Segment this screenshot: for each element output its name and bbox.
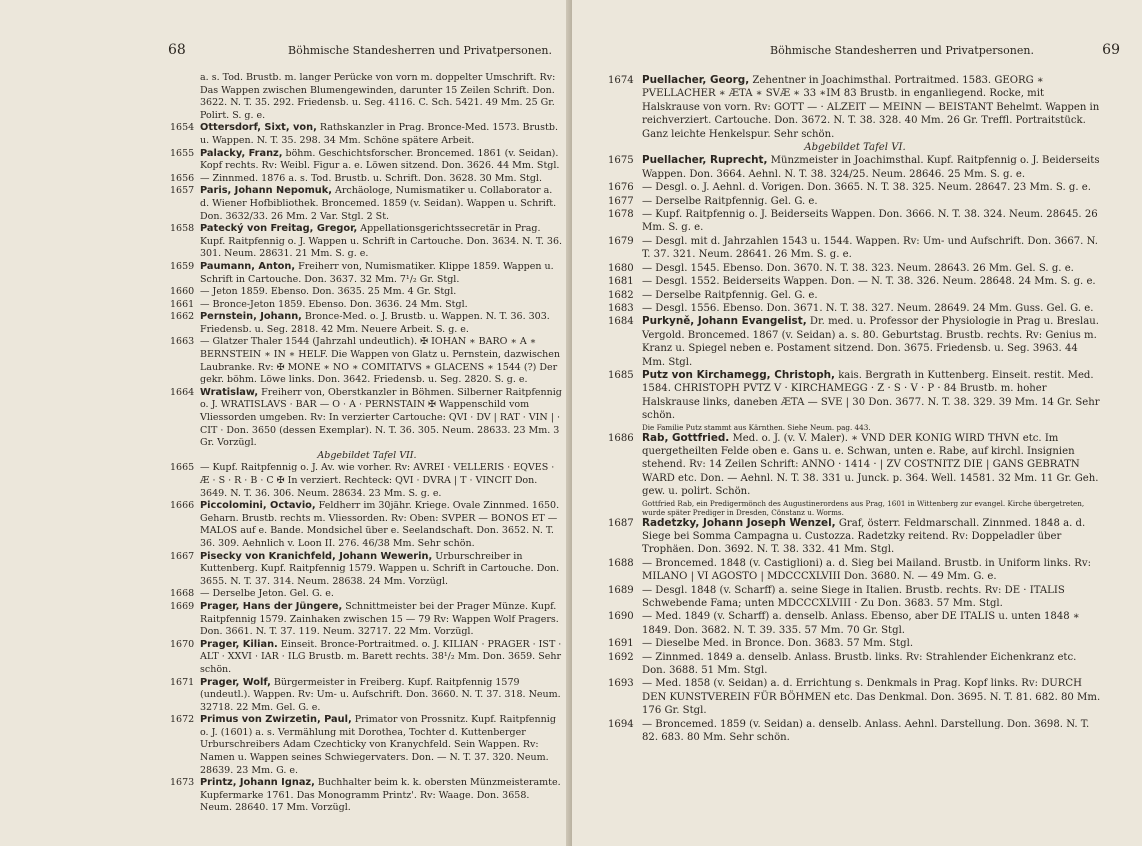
entry-name: Radetzky, Johann Joseph Wenzel, (642, 516, 836, 529)
entry-number: 1658 (170, 223, 195, 235)
entry-description: kais. Bergrath in Kuttenberg. Einseit. restit. Med. 1584. CHRISTOPH PVTZ V · KIRCHAMEGG · Z · S · V · P · 84 Brustb. m. hoher Halskrause links, daneben ÆTA — SVE | 30 Don. 3677. N. T. 38. 329. 39 Mm. 14 Gr. Sehr schön. (642, 369, 1100, 422)
catalog-entry (608, 557, 1102, 584)
right-page-number: 69 (1102, 42, 1120, 58)
entry-number: 1681 (608, 276, 634, 288)
entry-name: Patecký von Freitag, Gregor, (200, 223, 358, 235)
catalog-entry (170, 72, 564, 122)
catalog-entry (608, 584, 1102, 611)
entry-description: — Zinnmed. 1849 a. denselb. Anlass. Brustb. links. Rv: Strahlender Eichenkranz etc. Don. 3688. 51 Mm. Stgl. (642, 651, 1077, 677)
entry-description: Zehentner in Joachimsthal. Portraitmed. 1583. GEORG ∗ PVELLACHER ∗ ÆTA ∗ SVÆ ∗ 33 ∗IM 83 Brustb. in enganliegend. Rocke, mit Halskrause von vorn. Rv: GOTT — · ALZEIT — MEINN — BEISTANT Behelmt. Wappen in reichverziert. Cartouche. Don. 3672. N. T. 38. 328. 40 Mm. 26 Gr. Treffl. Portraitstück. Ganz leichte Henkelspur. Sehr schön. (642, 75, 1100, 140)
catalog-entry (608, 195, 1102, 208)
right-page (572, 0, 1142, 846)
entry-description: a. s. Tod. Brustb. m. langer Perücke von vorn m. doppelter Umschrift. Rv: Das Wappen zwischen Blumengewinden, darunter 15 Zeilen Schrift. Don. 3622. N. T. 35. 292. Friedensb. u. Seg. 4116. C. Sch. 5421. 49 Mm. 25 Gr. Polirt. S. g. e. (200, 72, 556, 121)
entry-name: Palacky, Franz, (200, 147, 283, 159)
catalog-entry (170, 173, 564, 186)
entry-number: 1663 (170, 336, 195, 348)
entry-number: 1654 (170, 122, 195, 134)
entry-number: 1677 (608, 195, 634, 207)
entry-description: — Broncemed. 1859 (v. Seidan) a. denselb. Anlass. Aehnl. Darstellung. Don. 3698. N. T. 82. 683. 80 Mm. Sehr schön. (642, 718, 1090, 744)
catalog-entry (170, 223, 564, 261)
entry-description: — Derselbe Raitpfennig. Gel. G. e. (642, 195, 818, 207)
entry-description: — Kupf. Raitpfennig o. J. Av. wie vorher. Rv: AVREI · VELLERIS · EQVES · Æ · S · R · B · C ✠ In verziert. Rechteck: QVI · DVRA | T · VINCIT Don. 3649. N. T. 36. 306. Neum. 28634. 23 Mm. S. g. e. (200, 462, 555, 499)
catalog-entry (608, 208, 1102, 235)
entry-number: 1671 (170, 676, 195, 688)
catalog-entry (608, 74, 1102, 141)
entry-name: Putz von Kirchamegg, Christoph, (642, 368, 835, 381)
entry-number: 1660 (170, 286, 195, 298)
entry-name: Puellacher, Ruprecht, (642, 154, 768, 167)
entry-number: 1673 (170, 777, 195, 789)
left-running-title: Böhmische Standesherren und Privatpersonen. (288, 44, 552, 57)
entry-description: Archäologe, Numismatiker u. Collaborator a. d. Wiener Hofbibliothek. Broncemed. 1859 (v. Seidan). Wappen u. Schrift. Don. 3632/33. 26 Mm. 2 Var. Stgl. 2 St. (200, 185, 557, 222)
left-entry-list (170, 72, 564, 815)
entry-number: 1686 (608, 432, 634, 444)
entry-number: 1657 (170, 185, 195, 197)
catalog-entry (608, 637, 1102, 650)
entry-number: 1682 (608, 289, 634, 301)
catalog-entry (608, 289, 1102, 302)
entry-number: 1684 (608, 316, 634, 328)
catalog-entry (170, 261, 564, 286)
entry-description: Buchhalter beim k. k. obersten Münzmeisteramte. Kupfermarke 1761. Das Monogramm Printz'. Rv: Waage. Don. 3658. Neum. 28640. 17 Mm. Vorzügl. (200, 777, 561, 814)
entry-name: Printz, Johann Ignaz, (200, 777, 315, 789)
plate-reference: Abgebildet Tafel VI. (804, 142, 906, 154)
entry-number: 1691 (608, 638, 634, 650)
catalog-entry (170, 148, 564, 173)
entry-number: 1667 (170, 550, 195, 562)
entry-number: 1656 (170, 172, 195, 184)
entry-name: Ottersdorf, Sixt, von, (200, 122, 317, 134)
catalog-entry (170, 639, 564, 677)
catalog-entry (170, 551, 564, 589)
catalog-entry (608, 262, 1102, 275)
catalog-entry (170, 122, 564, 147)
right-page-header (608, 42, 1120, 62)
catalog-entry (608, 181, 1102, 194)
right-running-title: Böhmische Standesherren und Privatpersonen. (770, 44, 1034, 57)
entry-description: Rathskanzler in Prag. Bronce-Med. 1573. Brustb. u. Wappen. N. T. 35. 298. 34 Mm. Schöne spätere Arbeit. (200, 122, 558, 146)
entry-name: Prager, Kilian. (200, 638, 278, 650)
catalog-entry (608, 677, 1102, 717)
entry-description: — Zinnmed. 1876 a. s. Tod. Brustb. u. Schrift. Don. 3628. 30 Mm. Stgl. (200, 172, 542, 184)
entry-number: 1685 (608, 369, 634, 381)
entry-name: Prager, Hans der Jüngere, (200, 600, 343, 612)
entry-number: 1692 (608, 651, 634, 663)
entry-name: Prager, Wolf, (200, 676, 271, 688)
catalog-entry (170, 286, 564, 299)
entry-description: — Med. 1849 (v. Scharff) a. denselb. Anlass. Ebenso, aber DE ITALIS u. unten 1848 ∗ 1849. Don. 3682. N. T. 39. 335. 57 Mm. 70 Gr. Stgl. (642, 611, 1080, 636)
entry-description: — Dieselbe Med. in Bronce. Don. 3683. 57 Mm. Stgl. (642, 638, 914, 650)
entry-number: 1676 (608, 182, 634, 194)
entry-number: 1669 (170, 600, 195, 612)
entry-number: 1687 (608, 517, 634, 529)
entry-description: — Jeton 1859. Ebenso. Don. 3635. 25 Mm. 4 Gr. Stgl. (200, 286, 457, 298)
entry-number: 1675 (608, 155, 634, 167)
entry-description: Münzmeister in Joachimsthal. Kupf. Raitpfennig o. J. Beiderseits Wappen. Don. 3664. Aehnl. N. T. 38. 324/25. Neum. 28646. 25 Mm. S. g. e. (642, 155, 1100, 180)
entry-description: Schnittmeister bei der Prager Münze. Kupf. Raitpfennig 1579. Zainhaken zwischen 15 — 79 Rv: Wappen Wolf Pragers. Don. 3661. N. T. 37. 119. Neum. 32717. 22 Mm. Vorzügl. (200, 600, 559, 638)
entry-description: — Derselbe Raitpfennig. Gel. G. e. (642, 289, 818, 301)
entry-number: 1680 (608, 262, 634, 274)
entry-description: — Desgl. 1552. Beiderseits Wappen. Don. — N. T. 38. 326. Neum. 28648. 24 Mm. S. g. e. (642, 276, 1096, 288)
entry-description: — Desgl. 1556. Ebenso. Don. 3671. N. T. 38. 327. Neum. 28649. 24 Mm. Guss. Gel. G. e. (642, 302, 1094, 314)
plate-reference: Abgebildet Tafel VII. (317, 449, 417, 461)
entry-description: — Desgl. mit d. Jahrzahlen 1543 u. 1544. Wappen. Rv: Um- und Aufschrift. Don. 3667. N. T. 37. 321. Neum. 28641. 26 Mm. S. g. e. (642, 235, 1098, 261)
entry-number: 1666 (170, 500, 195, 512)
left-page-header (168, 42, 564, 62)
catalog-entry (170, 714, 564, 777)
entry-name: Wratislaw, (200, 386, 259, 398)
catalog-entry (170, 588, 564, 601)
entry-number: 1668 (170, 588, 195, 600)
entry-number: 1694 (608, 718, 634, 730)
catalog-entry (170, 677, 564, 715)
catalog-entry (170, 777, 564, 815)
left-page-number: 68 (168, 42, 186, 58)
entry-number: 1674 (608, 75, 634, 86)
entry-number: 1690 (608, 611, 634, 623)
entry-description: — Kupf. Raitpfennig o. J. Beiderseits Wappen. Don. 3666. N. T. 38. 324. Neum. 28645. 26 Mm. S. g. e. (642, 209, 1098, 234)
entry-description: — Bronce-Jeton 1859. Ebenso. Don. 3636. 24 Mm. Stgl. (200, 298, 468, 310)
entry-description: Bürgermeister in Freiberg. Kupf. Raitpfennig 1579 (undeutl.). Wappen. Rv: Um- u. Aufschrift. Don. 3660. N. T. 37. 318. Neum. 32718. 22 Mm. Gel. G. e. (200, 676, 561, 713)
catalog-entry (608, 369, 1102, 423)
footnote: Gottfried Rab, ein Predigermönch des Augustinerordens aus Prag, 1601 in Wittenberg zur evangel. Kirche übergetreten, wurde später Prediger in Dresden, Cönstanz u. Worms. (642, 498, 1085, 517)
entry-name: Primus von Zwirzetin, Paul, (200, 714, 352, 726)
entry-description: — Desgl. o. J. Aehnl. d. Vorigen. Don. 3665. N. T. 38. 325. Neum. 28647. 23 Mm. S. g. e. (642, 182, 1091, 194)
entry-description: Freiherr von, Oberstkanzler in Böhmen. Silberner Raitpfennig o. J. WRATISLAVS · BAR — O · A · PERNSTAIN ✠ Wappenschild vom Vliessorden umgeben. Rv: In verzierter Cartouche: QVI · DV | RAT · VIN | · CIT · Don. 3650 (dessen Exemplar). N. T. 36. 305. Neum. 28633. 23 Mm. 3 Gr. Vorzügl. (200, 386, 562, 449)
catalog-entry (170, 185, 564, 223)
entry-description: Dr. med. u. Professor der Physiologie in Prag u. Breslau. Vergold. Broncemed. 1867 (v. Seidan) a. s. 80. Geburtstag. Brustb. rechts. Rv: Genius m. Kranz u. Spiegel neben e. Postament sitzend. Don. 3675. Friedensb. u. Seg. 3963. 44 Mm. Stgl. (642, 316, 1099, 368)
entry-description: Graf, österr. Feldmarschall. Zinnmed. 1848 a. d. Siege bei Somma Campagna u. Custozza. Radetzky reitend. Rv: Doppeladler über Trophäen. Don. 3692. N. T. 38. 332. 41 Mm. Stgl. (642, 517, 1086, 556)
entry-name: Puellacher, Georg, (642, 74, 750, 86)
entry-name: Pisecky von Kranichfeld, Johann Wewerin, (200, 550, 433, 562)
entry-number: 1662 (170, 311, 195, 323)
catalog-entry (170, 500, 564, 550)
entry-name: Paris, Johann Nepomuk, (200, 185, 333, 197)
catalog-entry (608, 432, 1102, 499)
entry-name: Rab, Gottfried. (642, 431, 730, 444)
entry-description: — Broncemed. 1848 (v. Castiglioni) a. d. Sieg bei Mailand. Brustb. in Uniform links. Rv: MILANO | VI AGOSTO | MDCCCXLVIII Don. 3680. N. — 49 Mm. G. e. (642, 557, 1092, 583)
catalog-entry (170, 462, 564, 500)
footnote: Die Familie Putz stammt aus Kärnthen. Siehe Neum. pag. 443. (642, 422, 871, 432)
catalog-entry (608, 235, 1102, 262)
entry-description: Einseit. Bronce-Portraitmed. o. J. KILIAN · PRAGER · IST · ALT · XXVI · IAR · ILG Brustb. m. Barett rechts. 38¹/₂ Mm. Don. 3659. Sehr schön. (200, 638, 562, 675)
entry-number: 1689 (608, 584, 634, 596)
catalog-entry (608, 517, 1102, 557)
catalog-entry (608, 154, 1102, 181)
catalog-entry (608, 718, 1102, 745)
entry-description: — Desgl. 1545. Ebenso. Don. 3670. N. T. 38. 323. Neum. 28643. 26 Mm. Gel. S. g. e. (642, 262, 1074, 274)
catalog-entry (608, 610, 1102, 637)
entry-description: Freiherr von, Numismatiker. Klippe 1859. Wappen u. Schrift in Cartouche. Don. 3637. 32 Mm. 7¹/₂ Gr. Stgl. (200, 260, 554, 285)
entry-number: 1659 (170, 260, 195, 272)
entry-name: Purkyně, Johann Evangelist, (642, 315, 807, 328)
entry-description: böhm. Geschichtsforscher. Broncemed. 1861 (v. Seidan). Kopf rechts. Rv: Weibl. Figur a. e. Löwen sitzend. Don. 3626. 44 Mm. Stgl. (200, 147, 560, 172)
entry-description: — Glatzer Thaler 1544 (Jahrzahl undeutlich). ✠ IOHAN ∗ BARO ∗ A ∗ BERNSTEIN ∗ IN ∗ HELF. Die Wappen von Glatz u. Pernstein, dazwischen Laubranke. Rv: ✠ MONE ∗ NO ∗ COMITATVS ∗ GLACENS ∗ 1544 (?) Der gekr. böhm. Löwe links. Don. 3642. Friedensb. u. Seg. 2820. S. g. e. (200, 336, 561, 386)
entry-name: Pernstein, Johann, (200, 311, 302, 323)
entry-number: 1678 (608, 209, 634, 221)
right-entry-list (608, 74, 1102, 745)
entry-name: Piccolomini, Octavio, (200, 500, 316, 512)
entry-description: Bronce-Med. o. J. Brustb. u. Wappen. N. T. 36. 303. Friedensb. u. Seg. 2818. 42 Mm. Neuere Arbeit. S. g. e. (200, 311, 550, 335)
entry-description: Med. o. J. (v. V. Maler). ∗ VND DER KONIG WIRD THVN etc. Im quergetheilten Felde oben e. Gans u. e. Schwan, unten e. Rabe, auf kirchl. Insignien stehend. Rv: 14 Zeilen Schrift: ANNO · 1414 · | ZV COSTNITZ DIE | GANS GEBRATN WARD etc. Don. — Aehnl. N. T. 38. 331 u. Junck. p. 364. Well. 14581. 32 Mm. 11 Gr. Geh. gew. u. polirt. Schön. (642, 432, 1099, 498)
entry-description: Urburschreiber in Kuttenberg. Kupf. Raitpfennig 1579. Wappen u. Schrift in Cartouche. Don. 3655. N. T. 37. 314. Neum. 28638. 24 Mm. Vorzügl. (200, 550, 560, 587)
entry-number: 1679 (608, 235, 634, 247)
catalog-entry (170, 336, 564, 386)
catalog-entry (170, 387, 564, 450)
entry-number: 1688 (608, 557, 634, 569)
entry-description: Feldherr im 30jähr. Kriege. Ovale Zinnmed. 1650. Geharn. Brustb. rechts m. Vliessorden. Rv: Oben: SVPER — BONOS ET — MALOS auf e. Bande. Mondsichel über e. Seelandschaft. Don. 3652. N. T. 36. 309. Aehnlich v. Loon II. 276. 46/38 Mm. Sehr schön. (200, 500, 560, 549)
entry-number: 1693 (608, 678, 634, 690)
entry-description: — Desgl. 1848 (v. Scharff) a. seine Siege in Italien. Brustb. rechts. Rv: DE · ITALIS Schwebende Fama; unten MDCCCXLVIII · Zu Don. 3683. 57 Mm. Stgl. (642, 584, 1065, 610)
entry-description: — Derselbe Jeton. Gel. G. e. (200, 588, 334, 600)
catalog-entry (170, 311, 564, 336)
catalog-entry (608, 302, 1102, 315)
catalog-entry (170, 299, 564, 312)
catalog-entry (608, 651, 1102, 678)
entry-description: — Med. 1858 (v. Seidan) a. d. Errichtung s. Denkmals in Prag. Kopf links. Rv: DURCH DEN KUNSTVEREIN FÜR BÖHMEN etc. Das Denkmal. Don. 3695. N. T. 81. 682. 80 Mm. 176 Gr. Stgl. (642, 678, 1101, 717)
entry-number: 1655 (170, 147, 195, 159)
entry-number: 1661 (170, 298, 195, 310)
catalog-entry (170, 601, 564, 639)
entry-name: Paumann, Anton, (200, 260, 296, 272)
entry-number: 1672 (170, 714, 195, 726)
catalog-entry (608, 275, 1102, 288)
entry-number: 1683 (608, 302, 634, 314)
entry-number: 1664 (170, 386, 195, 398)
entry-number: 1670 (170, 638, 195, 650)
entry-description: Primator von Prossnitz. Kupf. Raitpfennig o. J. (1601) a. s. Vermählung mit Dorothea, Tochter d. Kuttenberger Urburschreibers Adam Czechticky von Kranychfeld. Sein Wappen. Rv: Namen u. Wappen seines Schwiegervaters. Don. — N. T. 37. 320. Neum. 28639. 23 Mm. G. e. (200, 714, 556, 776)
entry-description: Appellationsgerichtssecretär in Prag. Kupf. Raitpfennig o. J. Wappen u. Schrift in Cartouche. Don. 3634. N. T. 36. 301. Neum. 28631. 21 Mm. S. g. e. (200, 223, 563, 260)
catalog-entry (608, 315, 1102, 369)
entry-number: 1665 (170, 462, 195, 474)
